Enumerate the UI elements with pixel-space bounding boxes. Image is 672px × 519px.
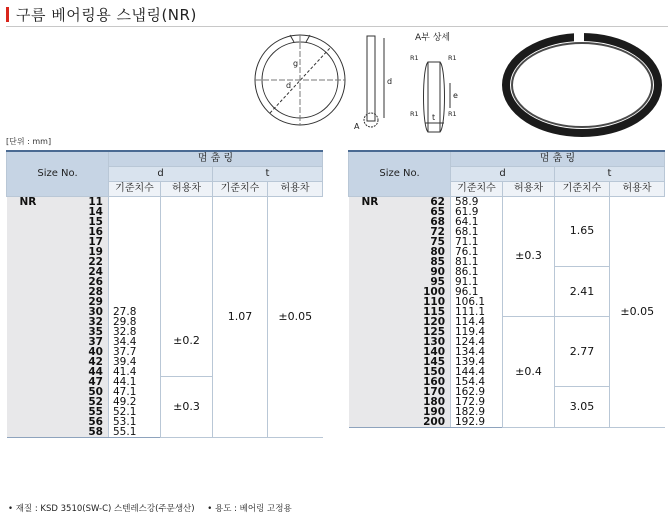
label-e: e: [453, 91, 458, 100]
header-d-base-left: 기준치수: [109, 181, 161, 196]
t-tolerance: ±0.05: [610, 196, 665, 427]
label-d-side: d: [387, 77, 393, 86]
unit-label: [단위 : mm]: [6, 137, 52, 146]
d-base-value: 53.1: [109, 417, 161, 427]
d-base-value: [109, 207, 161, 217]
size-prefix: [7, 267, 59, 277]
size-prefix: [349, 287, 401, 297]
size-number: 15: [59, 217, 109, 227]
size-number: 180: [401, 397, 451, 407]
size-prefix: [349, 237, 401, 247]
size-prefix: [7, 227, 59, 237]
header-size-left: Size No.: [7, 151, 109, 196]
size-prefix: [7, 347, 59, 357]
size-number: 95: [401, 277, 451, 287]
header-d-tol-right: 허용차: [503, 181, 555, 196]
size-number: 24: [59, 267, 109, 277]
size-number: 62: [401, 196, 451, 207]
label-a: A: [354, 122, 360, 131]
footer-notes: [8, 502, 302, 514]
d-tolerance: ±0.2: [161, 307, 213, 377]
d-base-value: 52.1: [109, 407, 161, 417]
size-prefix: [7, 377, 59, 387]
size-prefix: [349, 247, 401, 257]
size-number: 110: [401, 297, 451, 307]
label-r1-bl: R1: [410, 110, 419, 118]
d-base-value: 58.9: [451, 196, 503, 207]
size-number: 150: [401, 367, 451, 377]
page-title: 구름 베어링용 스냅링(NR): [16, 6, 197, 24]
size-prefix: [7, 217, 59, 227]
d-base-value: 139.4: [451, 357, 503, 367]
header-t-left: t: [213, 166, 323, 181]
header-group-left: 멈 춤 링: [109, 151, 323, 166]
d-base-value: 32.8: [109, 327, 161, 337]
header-d-base-right: 기준치수: [451, 181, 503, 196]
title-bar: [6, 4, 668, 24]
size-number: 120: [401, 317, 451, 327]
ring-side-profile: [367, 36, 375, 121]
t-base: 2.41: [555, 267, 610, 317]
label-t: t: [432, 113, 436, 122]
size-number: 22: [59, 257, 109, 267]
header-t-right: t: [555, 166, 665, 181]
size-number: 130: [401, 337, 451, 347]
header-t-base-left: 기준치수: [213, 181, 268, 196]
size-number: 11: [59, 196, 109, 207]
size-prefix: [349, 357, 401, 367]
size-prefix: [349, 207, 401, 217]
size-number: 190: [401, 407, 451, 417]
label-r1-tl: R1: [410, 54, 419, 62]
size-prefix: [349, 277, 401, 287]
size-prefix: NR: [7, 196, 59, 207]
size-prefix: [7, 397, 59, 407]
size-number: 47: [59, 377, 109, 387]
size-number: 85: [401, 257, 451, 267]
size-number: 44: [59, 367, 109, 377]
d-tolerance: ±0.3: [161, 377, 213, 438]
size-number: 145: [401, 357, 451, 367]
size-prefix: [7, 337, 59, 347]
title-underline: [6, 26, 668, 27]
size-number: 35: [59, 327, 109, 337]
d-base-value: 27.8: [109, 307, 161, 317]
ring-technical-drawing: [250, 28, 490, 136]
size-number: 37: [59, 337, 109, 347]
size-prefix: [349, 417, 401, 428]
spec-table-right: [348, 150, 665, 428]
d-tolerance: ±0.4: [503, 317, 555, 428]
size-prefix: [7, 277, 59, 287]
d-base-value: 91.1: [451, 277, 503, 287]
d-base-value: 41.4: [109, 367, 161, 377]
size-number: 75: [401, 237, 451, 247]
size-prefix: [7, 257, 59, 267]
header-t-tol-left: 허용차: [268, 181, 323, 196]
title-accent-mark: [6, 7, 9, 22]
size-prefix: [7, 307, 59, 317]
d-base-value: 49.2: [109, 397, 161, 407]
size-prefix: [7, 247, 59, 257]
footer-material: • 재질 : KSD 3510(SW-C) 스텐레스강(주문생산): [8, 504, 195, 514]
d-tol-blank: [161, 196, 213, 307]
t-base: 2.77: [555, 317, 610, 387]
size-number: 14: [59, 207, 109, 217]
size-number: 65: [401, 207, 451, 217]
d-base-value: 86.1: [451, 267, 503, 277]
d-base-value: 44.1: [109, 377, 161, 387]
size-prefix: [7, 367, 59, 377]
d-base-value: 172.9: [451, 397, 503, 407]
d-base-value: 111.1: [451, 307, 503, 317]
d-base-value: 64.1: [451, 217, 503, 227]
size-number: 28: [59, 287, 109, 297]
size-prefix: [349, 337, 401, 347]
d-base-value: 154.4: [451, 377, 503, 387]
d-base-value: 182.9: [451, 407, 503, 417]
size-prefix: [349, 397, 401, 407]
label-r1-tr: R1: [448, 54, 457, 62]
size-number: 42: [59, 357, 109, 367]
size-prefix: [7, 417, 59, 427]
size-prefix: [7, 357, 59, 367]
size-number: 16: [59, 227, 109, 237]
header-t-base-right: 기준치수: [555, 181, 610, 196]
size-prefix: [349, 297, 401, 307]
label-g: g: [293, 59, 299, 68]
spec-table-left: [6, 150, 323, 438]
label-r1-br: R1: [448, 110, 457, 118]
size-number: 52: [59, 397, 109, 407]
d-base-value: 71.1: [451, 237, 503, 247]
size-number: 50: [59, 387, 109, 397]
size-number: 90: [401, 267, 451, 277]
d-base-value: 114.4: [451, 317, 503, 327]
d-base-value: [109, 287, 161, 297]
size-number: 115: [401, 307, 451, 317]
d-base-value: 192.9: [451, 417, 503, 428]
size-number: 30: [59, 307, 109, 317]
size-prefix: [349, 327, 401, 337]
d-base-value: 29.8: [109, 317, 161, 327]
header-d-left: d: [109, 166, 213, 181]
table-row: [349, 196, 665, 207]
detail-title: A부 상세: [415, 33, 451, 43]
size-prefix: [7, 407, 59, 417]
size-number: 80: [401, 247, 451, 257]
size-prefix: [349, 407, 401, 417]
d-base-value: 47.1: [109, 387, 161, 397]
d-base-value: 106.1: [451, 297, 503, 307]
size-number: 56: [59, 417, 109, 427]
d-base-value: 81.1: [451, 257, 503, 267]
d-base-value: [109, 247, 161, 257]
d-base-value: [109, 196, 161, 207]
d-base-value: 134.4: [451, 347, 503, 357]
size-prefix: [7, 387, 59, 397]
t-tolerance: ±0.05: [268, 196, 323, 437]
d-base-value: 119.4: [451, 327, 503, 337]
d-base-value: [109, 217, 161, 227]
size-number: 32: [59, 317, 109, 327]
size-prefix: [349, 367, 401, 377]
size-number: 29: [59, 297, 109, 307]
d-base-value: [109, 297, 161, 307]
size-number: 17: [59, 237, 109, 247]
d-base-value: 37.7: [109, 347, 161, 357]
size-prefix: [349, 347, 401, 357]
footer-usage: • 용도 : 베어링 고정용: [207, 504, 292, 514]
size-prefix: [7, 237, 59, 247]
size-number: 200: [401, 417, 451, 428]
size-prefix: [349, 227, 401, 237]
d-base-value: [109, 267, 161, 277]
size-prefix: [349, 267, 401, 277]
size-number: 26: [59, 277, 109, 287]
d-base-value: 68.1: [451, 227, 503, 237]
d-base-value: 76.1: [451, 247, 503, 257]
size-number: 125: [401, 327, 451, 337]
size-prefix: [7, 427, 59, 438]
size-number: 140: [401, 347, 451, 357]
size-prefix: [349, 307, 401, 317]
d-base-value: [109, 257, 161, 267]
t-base: 1.65: [555, 196, 610, 267]
size-number: 100: [401, 287, 451, 297]
size-prefix: [349, 377, 401, 387]
size-number: 58: [59, 427, 109, 438]
d-base-value: 39.4: [109, 357, 161, 367]
ring-3d-illustration: [500, 30, 664, 140]
size-prefix: [349, 317, 401, 327]
d-base-value: 55.1: [109, 427, 161, 438]
d-base-value: 96.1: [451, 287, 503, 297]
d-base-value: [109, 277, 161, 287]
size-prefix: [7, 287, 59, 297]
size-prefix: [349, 387, 401, 397]
size-number: 170: [401, 387, 451, 397]
header-size-right: Size No.: [349, 151, 451, 196]
size-number: 19: [59, 247, 109, 257]
d-base-value: [109, 227, 161, 237]
header-d-right: d: [451, 166, 555, 181]
header-t-tol-right: 허용차: [610, 181, 665, 196]
d-base-value: 61.9: [451, 207, 503, 217]
label-d-circle: d: [286, 81, 292, 90]
size-prefix: NR: [349, 196, 401, 207]
d-base-value: [109, 237, 161, 247]
d-base-value: 162.9: [451, 387, 503, 397]
header-group-right: 멈 춤 링: [451, 151, 665, 166]
size-number: 68: [401, 217, 451, 227]
d-base-value: 144.4: [451, 367, 503, 377]
d-tolerance: ±0.3: [503, 196, 555, 317]
header-d-tol-left: 허용차: [161, 181, 213, 196]
d-base-value: 34.4: [109, 337, 161, 347]
size-number: 40: [59, 347, 109, 357]
size-prefix: [7, 297, 59, 307]
size-prefix: [349, 217, 401, 227]
t-base: 1.07: [213, 196, 268, 437]
size-prefix: [349, 257, 401, 267]
size-prefix: [7, 317, 59, 327]
size-number: 72: [401, 227, 451, 237]
size-number: 55: [59, 407, 109, 417]
size-number: 160: [401, 377, 451, 387]
table-row: [7, 196, 323, 207]
size-prefix: [7, 207, 59, 217]
detail-a-circle: [364, 113, 378, 127]
size-prefix: [7, 327, 59, 337]
d-base-value: 124.4: [451, 337, 503, 347]
t-base: 3.05: [555, 387, 610, 428]
